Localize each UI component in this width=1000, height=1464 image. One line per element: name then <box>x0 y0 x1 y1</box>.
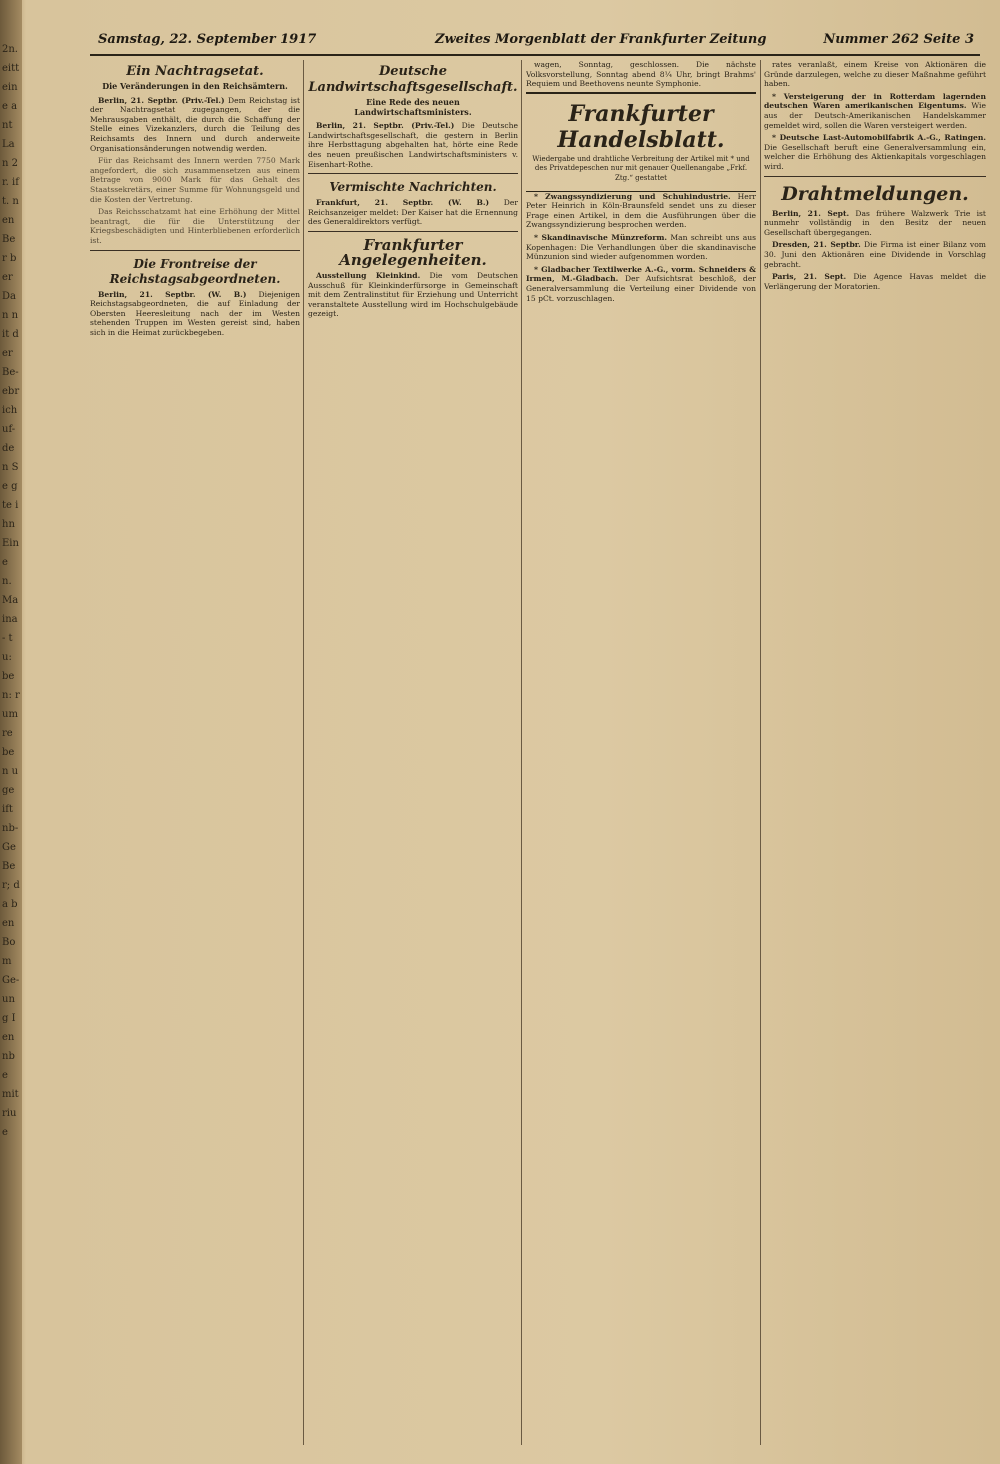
article-paragraph: * Zwangssyndizierung und Schuhindustrie. Herr Peter Heinrich in Köln-Braunsfeld sendet uns zu dieser Frage einen Artikel, in dem die Ausführungen über die Zwangssyndizierung besprochen werden. <box>526 191 756 230</box>
article-paragraph: * Deutsche Last-Automobilfabrik A.-G., Ratingen. Die Gesellschaft beruft eine Generalversammlung ein, welcher die Erhöhung des Aktienkapitals vorgeschlagen wird. <box>764 133 986 171</box>
dateline: Paris, 21. Sept. <box>772 272 847 282</box>
article-lead: * Skandinavische Münzreform. <box>534 232 668 242</box>
article-paragraph: Berlin, 21. Septbr. (W. B.) Diejenigen Reichstagsabgeordneten, die auf Einladung der Obersten Heeresleitung nach der im Westen stehenden Truppen im Westen gereist sind, haben sich in die Heimat zurückbegeben. <box>90 289 300 337</box>
header-page-number: Nummer 262 Seite 3 <box>823 32 974 47</box>
article-paragraph: Für das Reichsamt des Innern werden 7750 Mark angefordert, die sich zusammensetzen aus einem Betrage von 9000 Mark für das Gehalt des Staatssekretärs, einer Summe für Wohnungsgeld und die Kosten der Vertretung. <box>90 156 300 204</box>
dateline: Berlin, 21. Septbr. (Priv.-Tel.) <box>98 95 225 105</box>
article-paragraph: Paris, 21. Sept. Die Agence Havas meldet die Verlängerung der Moratorien. <box>764 272 986 291</box>
column-rule <box>521 60 522 1445</box>
section-banner <box>526 92 756 192</box>
divider <box>308 173 518 174</box>
article-paragraph: * Skandinavische Münzreform. Man schreibt uns aus Kopenhagen: Die Verhandlungen über die skandinavische Münzunion sind wieder aufgenommen worden. <box>526 232 756 262</box>
article-lead: * Zwangssyndizierung und Schuhindustrie. <box>534 191 731 201</box>
column-3 <box>526 60 756 1450</box>
article-lead: * Gladbacher Textilwerke A.-G., vorm. Schneiders & Irmen, M.-Gladbach. <box>526 264 756 284</box>
dateline: Dresden, 21. Septbr. <box>772 240 861 250</box>
article-paragraph: Berlin, 21. Septbr. (Priv.-Tel.) Dem Reichstag ist der Nachtragsetat zugegangen, der die Mehrausgaben enthält, die durch die Schaffung der Stelle eines Vizekanzlers, durch die Teilung des Reichsamts des Innern und durch anderweite Organisationsänderungen notwendig werden. <box>90 95 300 153</box>
divider <box>764 176 986 177</box>
column-rule <box>760 60 761 1445</box>
article-subheadline: Eine Rede des neuen Landwirtschaftsministers. <box>354 97 472 117</box>
previous-page-edge: 2n. eitt eine ant Lan 2r. ift. nen Ber ber Dan nit der Be- ebr ich uf- den Se gte ihn Eine n. Ma ina- tu: ben: rum re ben uge ift nb- Ge Ber; da ben Bom Ge- ung Ien nbe mit riu e <box>2 44 20 1138</box>
article-headline: Frankfurter Angelegenheiten. <box>339 235 487 269</box>
article-paragraph: Berlin, 21. Sept. Das frühere Walzwerk Trie ist nunmehr vollständig in den Besitz der neuen Gesellschaft übergegangen. <box>764 208 986 237</box>
article-paragraph: wagen, Sonntag, geschlossen. Die nächste Volksvorstellung, Sonntag abend 8¼ Uhr, bringt Brahms' Requiem und Beethovens neunte Symphonie. <box>526 60 756 89</box>
dateline: Berlin, 21. Septbr. (Priv.-Tel.) <box>316 121 455 131</box>
article-paragraph: Berlin, 21. Septbr. (Priv.-Tel.) Die Deutsche Landwirtschaftsgesellschaft, die gestern in Berlin ihre Herbsttagung abgehalten hat, hörte eine Rede des neuen preußischen Landwirtschaftsministers v. Eisenhart-Rothe. <box>308 121 518 169</box>
dateline: Berlin, 21. Septbr. (W. B.) <box>98 289 247 299</box>
section-title: Frankfurter Handelsblatt. <box>557 100 725 153</box>
article-paragraph: Ausstellung Kleinkind. Die vom Deutschen Ausschuß für Kleinkinderfürsorge in Gemeinschaft mit dem Zentralinstitut für Erziehung und Unterricht veranstaltete Ausstellung wird im Hochschulgebäude gezeigt. <box>308 270 518 319</box>
column-1 <box>90 60 300 1450</box>
column-2 <box>308 60 518 1450</box>
article-lead: * Versteigerung der in Rotterdam lagernden deutschen Waren amerikanischen Eigentums. <box>764 91 986 111</box>
article-paragraph: Dresden, 21. Septbr. Die Firma ist einer Bilanz vom 30. Juni den Aktionären eine Dividende in Vorschlag gebracht. <box>764 240 986 269</box>
header-date: Samstag, 22. September 1917 <box>98 32 317 47</box>
article-headline: Die Frontreise der Reichstagsabgeordneten. <box>109 256 281 286</box>
dateline: Frankfurt, 21. Septbr. (W. B.) <box>316 198 490 208</box>
column-rule <box>303 60 304 1445</box>
article-paragraph: * Gladbacher Textilwerke A.-G., vorm. Schneiders & Irmen, M.-Gladbach. Der Aufsichtsrat beschloß, der Generalversammlung die Verteilung einer Dividende von 15 pCt. vorzuschlagen. <box>526 264 756 303</box>
article-headline: Vermischte Nachrichten. <box>329 180 497 195</box>
article-lead: * Deutsche Last-Automobilfabrik A.-G., Ratingen. <box>772 133 986 143</box>
column-4 <box>764 60 986 1450</box>
section-notice: Wiedergabe und drahtliche Verbreitung der Artikel mit * und des Privatdepeschen nur mit genauer Quellenangabe „Frkf. Ztg.“ gestattet <box>532 154 750 182</box>
dateline: Ausstellung Kleinkind. <box>316 270 421 280</box>
article-subheadline: Die Veränderungen in den Reichsämtern. <box>102 81 288 91</box>
article-paragraph: * Versteigerung der in Rotterdam lagernden deutschen Waren amerikanischen Eigentums. Wie aus der Deutsch-Amerikanischen Handelskammer gemeldet wird, sollen die Waren versteigert werden. <box>764 91 986 130</box>
divider <box>308 231 518 232</box>
article-paragraph: rates veranlaßt, einem Kreise von Aktionären die Gründe darzulegen, welche zu dieser Maßnahme geführt haben. <box>764 60 986 89</box>
divider <box>90 250 300 251</box>
article-paragraph: Das Reichsschatzamt hat eine Erhöhung der Mittel beantragt, die für die Unterstützung der Kriegsbeschädigten und Hinterbliebenen erforderlich ist. <box>90 207 300 245</box>
article-headline: Deutsche Landwirtschaftsgesellschaft. <box>308 64 518 95</box>
article-headline: Ein Nachtragsetat. <box>126 64 264 79</box>
page-header <box>90 28 980 56</box>
dateline: Berlin, 21. Sept. <box>772 208 850 218</box>
article-paragraph: Frankfurt, 21. Septbr. (W. B.) Der Reichsanzeiger meldet: Der Kaiser hat die Ernennung des Generaldirektors verfügt. <box>308 198 518 227</box>
header-edition: Zweites Morgenblatt der Frankfurter Zeitung <box>435 32 767 47</box>
section-title: Drahtmeldungen. <box>781 182 969 205</box>
